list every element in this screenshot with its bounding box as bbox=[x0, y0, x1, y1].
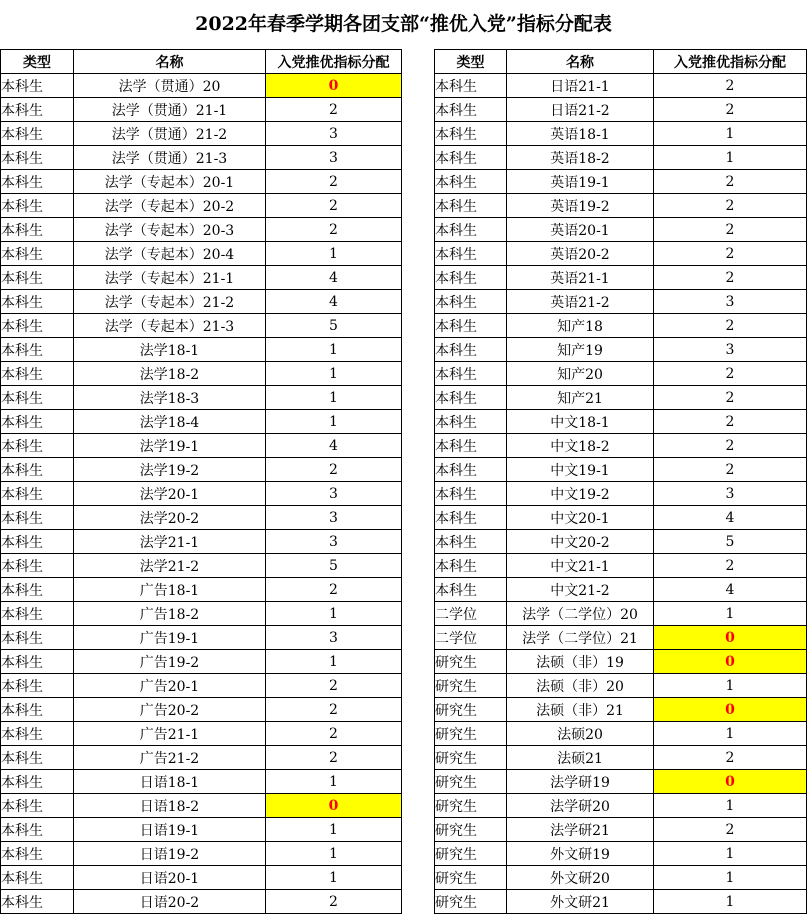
type-cell: 本科生 bbox=[435, 338, 507, 362]
type-cell: 本科生 bbox=[435, 314, 507, 338]
name-cell: 法学（专起本）21-2 bbox=[74, 290, 266, 314]
name-cell: 中文18-1 bbox=[507, 410, 654, 434]
quota-table-right bbox=[434, 49, 807, 914]
quota-cell: 1 bbox=[266, 842, 402, 866]
table-row bbox=[435, 794, 807, 818]
type-cell: 本科生 bbox=[1, 458, 74, 482]
table-row bbox=[1, 314, 402, 338]
quota-cell: 4 bbox=[654, 506, 807, 530]
name-cell: 法学（贯通）21-2 bbox=[74, 122, 266, 146]
name-cell: 广告19-2 bbox=[74, 650, 266, 674]
name-cell: 外文研21 bbox=[507, 890, 654, 914]
table-row bbox=[435, 770, 807, 794]
quota-cell: 2 bbox=[266, 98, 402, 122]
table-row bbox=[1, 434, 402, 458]
quota-cell: 2 bbox=[654, 218, 807, 242]
table-row bbox=[1, 890, 402, 914]
name-cell: 法学（贯通）21-1 bbox=[74, 98, 266, 122]
type-cell: 本科生 bbox=[435, 194, 507, 218]
table-row bbox=[1, 482, 402, 506]
quota-cell: 4 bbox=[654, 578, 807, 602]
name-cell: 法学18-1 bbox=[74, 338, 266, 362]
table-row bbox=[435, 650, 807, 674]
name-cell: 日语19-2 bbox=[74, 842, 266, 866]
type-cell: 本科生 bbox=[435, 578, 507, 602]
table-row bbox=[1, 794, 402, 818]
type-cell: 本科生 bbox=[1, 98, 74, 122]
type-cell: 本科生 bbox=[435, 506, 507, 530]
quota-cell: 2 bbox=[266, 890, 402, 914]
name-cell: 法学20-2 bbox=[74, 506, 266, 530]
name-cell: 法学20-1 bbox=[74, 482, 266, 506]
header-type: 类型 bbox=[1, 50, 74, 74]
type-cell: 研究生 bbox=[435, 794, 507, 818]
name-cell: 法硕（非）19 bbox=[507, 650, 654, 674]
type-cell: 研究生 bbox=[435, 818, 507, 842]
quota-cell: 2 bbox=[654, 98, 807, 122]
name-cell: 法学18-2 bbox=[74, 362, 266, 386]
quota-cell: 2 bbox=[266, 698, 402, 722]
name-cell: 英语19-2 bbox=[507, 194, 654, 218]
type-cell: 二学位 bbox=[435, 626, 507, 650]
name-cell: 英语18-2 bbox=[507, 146, 654, 170]
quota-cell: 1 bbox=[266, 866, 402, 890]
name-cell: 日语18-1 bbox=[74, 770, 266, 794]
table-row bbox=[435, 482, 807, 506]
quota-cell: 1 bbox=[266, 242, 402, 266]
quota-cell: 2 bbox=[266, 578, 402, 602]
table-row bbox=[435, 338, 807, 362]
table-row bbox=[435, 146, 807, 170]
table-row bbox=[1, 386, 402, 410]
type-cell: 本科生 bbox=[435, 482, 507, 506]
type-cell: 本科生 bbox=[435, 386, 507, 410]
name-cell: 日语20-1 bbox=[74, 866, 266, 890]
type-cell: 研究生 bbox=[435, 746, 507, 770]
name-cell: 英语19-1 bbox=[507, 170, 654, 194]
type-cell: 本科生 bbox=[435, 98, 507, 122]
name-cell: 知产21 bbox=[507, 386, 654, 410]
header-type: 类型 bbox=[435, 50, 507, 74]
name-cell: 日语18-2 bbox=[74, 794, 266, 818]
type-cell: 本科生 bbox=[435, 530, 507, 554]
quota-cell: 0 bbox=[654, 698, 807, 722]
name-cell: 法学（专起本）21-1 bbox=[74, 266, 266, 290]
quota-cell: 2 bbox=[654, 170, 807, 194]
type-cell: 本科生 bbox=[435, 146, 507, 170]
name-cell: 法学（专起本）20-1 bbox=[74, 170, 266, 194]
table-row bbox=[1, 626, 402, 650]
header-quota: 入党推优指标分配 bbox=[266, 50, 402, 74]
header-name: 名称 bbox=[74, 50, 266, 74]
type-cell: 二学位 bbox=[435, 602, 507, 626]
table-row bbox=[1, 818, 402, 842]
quota-cell: 2 bbox=[654, 386, 807, 410]
type-cell: 本科生 bbox=[1, 266, 74, 290]
quota-cell: 2 bbox=[266, 722, 402, 746]
quota-cell: 0 bbox=[654, 650, 807, 674]
name-cell: 英语21-2 bbox=[507, 290, 654, 314]
type-cell: 本科生 bbox=[1, 386, 74, 410]
table-row bbox=[435, 578, 807, 602]
name-cell: 中文21-1 bbox=[507, 554, 654, 578]
type-cell: 本科生 bbox=[1, 626, 74, 650]
table-row bbox=[1, 866, 402, 890]
type-cell: 本科生 bbox=[1, 122, 74, 146]
name-cell: 广告21-2 bbox=[74, 746, 266, 770]
type-cell: 本科生 bbox=[1, 242, 74, 266]
table-row bbox=[1, 578, 402, 602]
type-cell: 研究生 bbox=[435, 890, 507, 914]
type-cell: 本科生 bbox=[1, 290, 74, 314]
name-cell: 英语21-1 bbox=[507, 266, 654, 290]
table-row bbox=[1, 698, 402, 722]
table-row bbox=[435, 842, 807, 866]
table-row bbox=[1, 146, 402, 170]
header-name: 名称 bbox=[507, 50, 654, 74]
table-row bbox=[435, 626, 807, 650]
name-cell: 日语20-2 bbox=[74, 890, 266, 914]
table-row bbox=[1, 458, 402, 482]
quota-cell: 1 bbox=[654, 146, 807, 170]
quota-cell: 0 bbox=[266, 794, 402, 818]
name-cell: 法学研20 bbox=[507, 794, 654, 818]
type-cell: 本科生 bbox=[435, 458, 507, 482]
quota-cell: 1 bbox=[266, 818, 402, 842]
table-row bbox=[1, 218, 402, 242]
type-cell: 本科生 bbox=[435, 266, 507, 290]
table-row bbox=[1, 746, 402, 770]
quota-table-left bbox=[0, 49, 402, 914]
quota-cell: 2 bbox=[654, 410, 807, 434]
name-cell: 广告20-1 bbox=[74, 674, 266, 698]
type-cell: 本科生 bbox=[435, 218, 507, 242]
table-row bbox=[435, 386, 807, 410]
name-cell: 中文20-2 bbox=[507, 530, 654, 554]
quota-cell: 0 bbox=[654, 770, 807, 794]
table-row bbox=[1, 74, 402, 98]
name-cell: 法学（贯通）20 bbox=[74, 74, 266, 98]
right-table-body bbox=[435, 74, 807, 914]
table-row bbox=[435, 362, 807, 386]
quota-cell: 3 bbox=[266, 506, 402, 530]
quota-cell: 4 bbox=[266, 266, 402, 290]
name-cell: 英语20-1 bbox=[507, 218, 654, 242]
type-cell: 研究生 bbox=[435, 650, 507, 674]
table-row bbox=[435, 74, 807, 98]
name-cell: 法学（贯通）21-3 bbox=[74, 146, 266, 170]
name-cell: 中文18-2 bbox=[507, 434, 654, 458]
name-cell: 法学（二学位）20 bbox=[507, 602, 654, 626]
table-row bbox=[1, 650, 402, 674]
table-row bbox=[435, 218, 807, 242]
type-cell: 本科生 bbox=[1, 338, 74, 362]
quota-cell: 1 bbox=[266, 602, 402, 626]
table-row bbox=[435, 722, 807, 746]
type-cell: 本科生 bbox=[435, 554, 507, 578]
name-cell: 法硕21 bbox=[507, 746, 654, 770]
table-row bbox=[435, 674, 807, 698]
type-cell: 研究生 bbox=[435, 866, 507, 890]
quota-cell: 1 bbox=[266, 650, 402, 674]
type-cell: 研究生 bbox=[435, 674, 507, 698]
name-cell: 法硕（非）20 bbox=[507, 674, 654, 698]
table-row bbox=[435, 314, 807, 338]
quota-cell: 2 bbox=[266, 170, 402, 194]
type-cell: 研究生 bbox=[435, 770, 507, 794]
name-cell: 法学19-1 bbox=[74, 434, 266, 458]
quota-cell: 1 bbox=[266, 770, 402, 794]
type-cell: 本科生 bbox=[435, 242, 507, 266]
name-cell: 中文19-1 bbox=[507, 458, 654, 482]
table-row bbox=[1, 770, 402, 794]
type-cell: 本科生 bbox=[1, 194, 74, 218]
quota-cell: 2 bbox=[654, 314, 807, 338]
name-cell: 知产19 bbox=[507, 338, 654, 362]
type-cell: 本科生 bbox=[1, 818, 74, 842]
header-row bbox=[435, 50, 807, 74]
table-row bbox=[435, 170, 807, 194]
type-cell: 本科生 bbox=[1, 770, 74, 794]
quota-cell: 3 bbox=[266, 626, 402, 650]
type-cell: 本科生 bbox=[1, 506, 74, 530]
type-cell: 本科生 bbox=[1, 794, 74, 818]
name-cell: 外文研20 bbox=[507, 866, 654, 890]
table-row bbox=[435, 434, 807, 458]
quota-cell: 2 bbox=[266, 194, 402, 218]
type-cell: 本科生 bbox=[1, 362, 74, 386]
table-row bbox=[1, 170, 402, 194]
name-cell: 中文20-1 bbox=[507, 506, 654, 530]
type-cell: 本科生 bbox=[435, 434, 507, 458]
quota-cell: 3 bbox=[266, 122, 402, 146]
table-row bbox=[1, 506, 402, 530]
table-row bbox=[435, 554, 807, 578]
quota-cell: 2 bbox=[266, 674, 402, 698]
name-cell: 法学（专起本）20-3 bbox=[74, 218, 266, 242]
quota-cell: 1 bbox=[266, 338, 402, 362]
name-cell: 日语19-1 bbox=[74, 818, 266, 842]
name-cell: 广告18-2 bbox=[74, 602, 266, 626]
name-cell: 英语18-1 bbox=[507, 122, 654, 146]
type-cell: 本科生 bbox=[1, 722, 74, 746]
type-cell: 本科生 bbox=[1, 674, 74, 698]
quota-cell: 3 bbox=[266, 146, 402, 170]
table-row bbox=[435, 194, 807, 218]
quota-cell: 2 bbox=[654, 554, 807, 578]
name-cell: 知产18 bbox=[507, 314, 654, 338]
name-cell: 外文研19 bbox=[507, 842, 654, 866]
name-cell: 知产20 bbox=[507, 362, 654, 386]
quota-cell: 3 bbox=[266, 482, 402, 506]
type-cell: 本科生 bbox=[1, 746, 74, 770]
type-cell: 本科生 bbox=[1, 74, 74, 98]
type-cell: 本科生 bbox=[1, 314, 74, 338]
table-row bbox=[1, 122, 402, 146]
quota-cell: 2 bbox=[654, 266, 807, 290]
table-row bbox=[435, 890, 807, 914]
quota-cell: 1 bbox=[266, 386, 402, 410]
type-cell: 本科生 bbox=[1, 554, 74, 578]
name-cell: 英语20-2 bbox=[507, 242, 654, 266]
quota-cell: 3 bbox=[654, 338, 807, 362]
table-row bbox=[1, 530, 402, 554]
table-row bbox=[435, 458, 807, 482]
table-row bbox=[435, 122, 807, 146]
table-row bbox=[435, 98, 807, 122]
table-row bbox=[435, 698, 807, 722]
quota-cell: 1 bbox=[654, 122, 807, 146]
name-cell: 法学（二学位）21 bbox=[507, 626, 654, 650]
page-title: 2022年春季学期各团支部“推优入党”指标分配表 bbox=[195, 13, 612, 35]
quota-cell: 1 bbox=[266, 362, 402, 386]
type-cell: 研究生 bbox=[435, 698, 507, 722]
quota-cell: 0 bbox=[654, 626, 807, 650]
quota-cell: 2 bbox=[654, 194, 807, 218]
quota-cell: 1 bbox=[654, 890, 807, 914]
quota-cell: 3 bbox=[266, 530, 402, 554]
header-quota: 入党推优指标分配 bbox=[654, 50, 807, 74]
table-row bbox=[435, 242, 807, 266]
name-cell: 法学21-1 bbox=[74, 530, 266, 554]
quota-cell: 2 bbox=[654, 746, 807, 770]
quota-cell: 2 bbox=[654, 362, 807, 386]
quota-cell: 1 bbox=[654, 842, 807, 866]
name-cell: 法学（专起本）20-4 bbox=[74, 242, 266, 266]
type-cell: 本科生 bbox=[1, 890, 74, 914]
table-row bbox=[1, 722, 402, 746]
type-cell: 本科生 bbox=[435, 74, 507, 98]
name-cell: 法学21-2 bbox=[74, 554, 266, 578]
table-row bbox=[1, 554, 402, 578]
type-cell: 本科生 bbox=[435, 290, 507, 314]
quota-cell: 2 bbox=[654, 242, 807, 266]
table-row bbox=[1, 194, 402, 218]
table-row bbox=[1, 674, 402, 698]
quota-cell: 3 bbox=[654, 290, 807, 314]
type-cell: 本科生 bbox=[1, 410, 74, 434]
name-cell: 法学18-3 bbox=[74, 386, 266, 410]
type-cell: 本科生 bbox=[1, 530, 74, 554]
quota-cell: 3 bbox=[654, 482, 807, 506]
type-cell: 本科生 bbox=[1, 170, 74, 194]
type-cell: 本科生 bbox=[435, 122, 507, 146]
table-row bbox=[1, 410, 402, 434]
table-row bbox=[435, 818, 807, 842]
name-cell: 广告21-1 bbox=[74, 722, 266, 746]
table-row bbox=[1, 362, 402, 386]
type-cell: 本科生 bbox=[1, 650, 74, 674]
name-cell: 中文21-2 bbox=[507, 578, 654, 602]
type-cell: 本科生 bbox=[1, 602, 74, 626]
quota-cell: 2 bbox=[654, 74, 807, 98]
type-cell: 本科生 bbox=[1, 146, 74, 170]
quota-cell: 4 bbox=[266, 290, 402, 314]
quota-cell: 2 bbox=[266, 746, 402, 770]
type-cell: 本科生 bbox=[1, 698, 74, 722]
table-row bbox=[435, 866, 807, 890]
name-cell: 法学（专起本）21-3 bbox=[74, 314, 266, 338]
quota-cell: 2 bbox=[654, 434, 807, 458]
quota-cell: 1 bbox=[266, 410, 402, 434]
type-cell: 本科生 bbox=[435, 410, 507, 434]
type-cell: 本科生 bbox=[1, 842, 74, 866]
name-cell: 法学研19 bbox=[507, 770, 654, 794]
quota-cell: 2 bbox=[266, 458, 402, 482]
name-cell: 广告19-1 bbox=[74, 626, 266, 650]
quota-cell: 1 bbox=[654, 866, 807, 890]
quota-cell: 2 bbox=[654, 818, 807, 842]
type-cell: 研究生 bbox=[435, 722, 507, 746]
name-cell: 法学研21 bbox=[507, 818, 654, 842]
table-row bbox=[435, 410, 807, 434]
quota-cell: 2 bbox=[654, 458, 807, 482]
name-cell: 法学（专起本）20-2 bbox=[74, 194, 266, 218]
type-cell: 本科生 bbox=[1, 866, 74, 890]
quota-cell: 1 bbox=[654, 602, 807, 626]
quota-cell: 4 bbox=[266, 434, 402, 458]
table-row bbox=[1, 602, 402, 626]
table-row bbox=[435, 530, 807, 554]
table-row bbox=[1, 290, 402, 314]
header-row bbox=[1, 50, 402, 74]
quota-cell: 1 bbox=[654, 674, 807, 698]
quota-cell: 1 bbox=[654, 722, 807, 746]
name-cell: 广告20-2 bbox=[74, 698, 266, 722]
quota-cell: 1 bbox=[654, 794, 807, 818]
quota-cell: 5 bbox=[654, 530, 807, 554]
table-row bbox=[1, 98, 402, 122]
name-cell: 日语21-2 bbox=[507, 98, 654, 122]
quota-cell: 2 bbox=[266, 218, 402, 242]
type-cell: 本科生 bbox=[1, 434, 74, 458]
table-row bbox=[1, 242, 402, 266]
type-cell: 本科生 bbox=[435, 362, 507, 386]
type-cell: 本科生 bbox=[1, 218, 74, 242]
table-row bbox=[435, 266, 807, 290]
name-cell: 中文19-2 bbox=[507, 482, 654, 506]
table-row bbox=[435, 746, 807, 770]
name-cell: 法学19-2 bbox=[74, 458, 266, 482]
quota-cell: 0 bbox=[266, 74, 402, 98]
name-cell: 广告18-1 bbox=[74, 578, 266, 602]
name-cell: 法硕（非）21 bbox=[507, 698, 654, 722]
quota-cell: 5 bbox=[266, 554, 402, 578]
table-row bbox=[1, 266, 402, 290]
type-cell: 本科生 bbox=[1, 482, 74, 506]
type-cell: 研究生 bbox=[435, 842, 507, 866]
name-cell: 日语21-1 bbox=[507, 74, 654, 98]
name-cell: 法学18-4 bbox=[74, 410, 266, 434]
type-cell: 本科生 bbox=[1, 578, 74, 602]
left-table-body bbox=[1, 74, 402, 914]
table-row bbox=[1, 338, 402, 362]
table-row bbox=[435, 290, 807, 314]
type-cell: 本科生 bbox=[435, 170, 507, 194]
table-row bbox=[1, 842, 402, 866]
table-row bbox=[435, 506, 807, 530]
name-cell: 法硕20 bbox=[507, 722, 654, 746]
table-row bbox=[435, 602, 807, 626]
quota-cell: 5 bbox=[266, 314, 402, 338]
